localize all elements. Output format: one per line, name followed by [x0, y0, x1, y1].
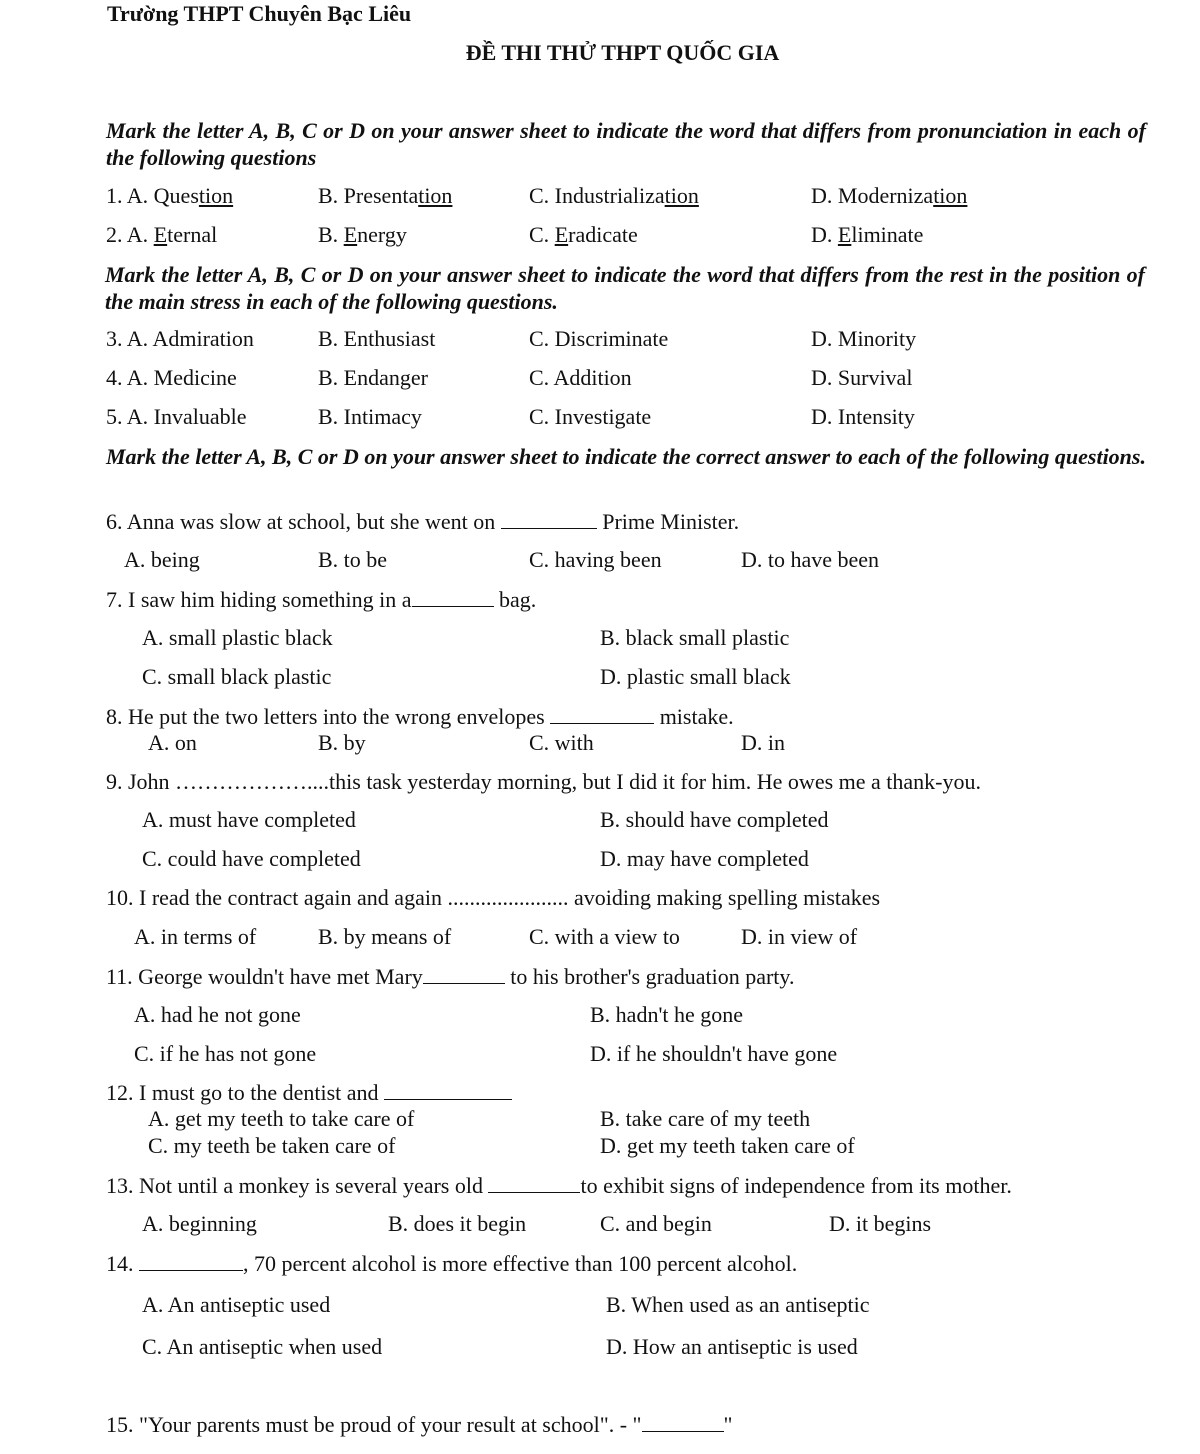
q9-stem: 9. John ………………....this task yesterday morning, but I did it for him. He owes me a thank-you. [106, 769, 981, 794]
q14-stem: 14. , 70 percent alcohol is more effective than 100 percent alcohol. [106, 1251, 798, 1276]
q15-stem: 15. "Your parents must be proud of your result at school". - " " [106, 1412, 733, 1437]
q3-option-c: C. Discriminate [529, 326, 669, 351]
q9-option-c: C. could have completed [142, 846, 361, 871]
q13-option-c: C. and begin [600, 1211, 712, 1236]
answer-blank [642, 1413, 724, 1432]
q14-option-c: C. An antiseptic when used [142, 1334, 383, 1359]
q10-stem: 10. I read the contract again and again ...................... avoiding making spelling mistakes [106, 885, 881, 910]
q5-option-b: B. Intimacy [318, 404, 422, 429]
section-instruction-correct-answer: Mark the letter A, B, C or D on your answer sheet to indicate the correct answer to each of the following questions. [106, 444, 1146, 469]
q5-option-d: D. Intensity [811, 404, 915, 429]
q1-option-d: D. Modernization [811, 183, 968, 208]
q5-option-a: 5. A. Invaluable [106, 404, 247, 429]
exam-title: ĐỀ THI THỬ THPT QUỐC GIA [465, 40, 780, 65]
q8-option-b: B. by [318, 730, 366, 755]
section-instruction-pronunciation: Mark the letter A, B, C or D on your answer sheet to indicate the word that differs from pronunciation in each of the following questions [106, 118, 1146, 170]
q4-option-b: B. Endanger [318, 365, 428, 390]
q7-option-c: C. small black plastic [142, 664, 332, 689]
q12-option-b: B. take care of my teeth [600, 1106, 811, 1131]
q12-stem: 12. I must go to the dentist and [106, 1081, 512, 1104]
q3-option-d: D. Minority [811, 326, 917, 351]
q13-option-b: B. does it begin [388, 1211, 527, 1236]
answer-blank [488, 1174, 580, 1193]
section-instruction-stress: Mark the letter A, B, C or D on your answer sheet to indicate the word that differs from the rest in the position of the main stress in each of the following questions. [105, 262, 1145, 314]
q7-option-a: A. small plastic black [142, 625, 333, 650]
q6-option-a: A. being [124, 547, 200, 572]
q6-option-d: D. to have been [741, 547, 880, 572]
q1-option-a: 1. A. Question [106, 183, 234, 208]
q14-option-a: A. An antiseptic used [142, 1292, 331, 1317]
q13-option-a: A. beginning [142, 1211, 257, 1236]
q11-option-b: B. hadn't he gone [590, 1002, 744, 1027]
answer-blank [550, 705, 654, 724]
q7-stem: 7. I saw him hiding something in a bag. [106, 587, 537, 612]
q8-option-c: C. with [529, 730, 594, 755]
q1-option-c: C. Industrialization [529, 183, 699, 208]
q6-option-c: C. having been [529, 547, 662, 572]
q2-option-b: B. Energy [318, 222, 407, 247]
q7-option-b: B. black small plastic [600, 625, 790, 650]
q7-option-d: D. plastic small black [600, 664, 791, 689]
q10-option-d: D. in view of [741, 924, 858, 949]
answer-blank [412, 588, 494, 607]
answer-blank [384, 1081, 512, 1100]
q12-option-a: A. get my teeth to take care of [148, 1106, 415, 1131]
q4-option-c: C. Addition [529, 365, 632, 390]
q10-option-b: B. by means of [318, 924, 452, 949]
q12-option-d: D. get my teeth taken care of [600, 1133, 855, 1158]
q13-option-d: D. it begins [829, 1211, 932, 1236]
q11-option-d: D. if he shouldn't have gone [590, 1041, 838, 1066]
q3-option-a: 3. A. Admiration [106, 326, 254, 351]
q11-option-c: C. if he has not gone [134, 1041, 317, 1066]
q1-option-b: B. Presentation [318, 183, 453, 208]
q2-option-a: 2. A. Eternal [106, 222, 218, 247]
q11-option-a: A. had he not gone [134, 1002, 301, 1027]
answer-blank [139, 1252, 243, 1271]
answer-blank [501, 510, 597, 529]
q8-option-d: D. in [741, 730, 785, 755]
school-name: Trường THPT Chuyên Bạc Liêu [107, 1, 412, 26]
q4-option-d: D. Survival [811, 365, 913, 390]
q13-stem: 13. Not until a monkey is several years old to exhibit signs of independence from its mother. [106, 1173, 1012, 1198]
q5-option-c: C. Investigate [529, 404, 652, 429]
q11-stem: 11. George wouldn't have met Mary to his brother's graduation party. [106, 964, 795, 989]
q10-option-c: C. with a view to [529, 924, 680, 949]
q9-option-d: D. may have completed [600, 846, 809, 871]
q12-option-c: C. my teeth be taken care of [148, 1133, 396, 1158]
q3-option-b: B. Enthusiast [318, 326, 436, 351]
q9-option-b: B. should have completed [600, 807, 829, 832]
q2-option-d: D. Eliminate [811, 222, 924, 247]
q9-option-a: A. must have completed [142, 807, 356, 832]
q14-option-b: B. When used as an antiseptic [606, 1292, 870, 1317]
q6-option-b: B. to be [318, 547, 388, 572]
q6-stem: 6. Anna was slow at school, but she went on Prime Minister. [106, 509, 740, 534]
q8-option-a: A. on [148, 730, 197, 755]
q2-option-c: C. Eradicate [529, 222, 638, 247]
q10-option-a: A. in terms of [134, 924, 257, 949]
answer-blank [423, 965, 505, 984]
q4-option-a: 4. A. Medicine [106, 365, 237, 390]
q14-option-d: D. How an antiseptic is used [606, 1334, 858, 1359]
q8-stem: 8. He put the two letters into the wrong envelopes mistake. [106, 704, 734, 729]
